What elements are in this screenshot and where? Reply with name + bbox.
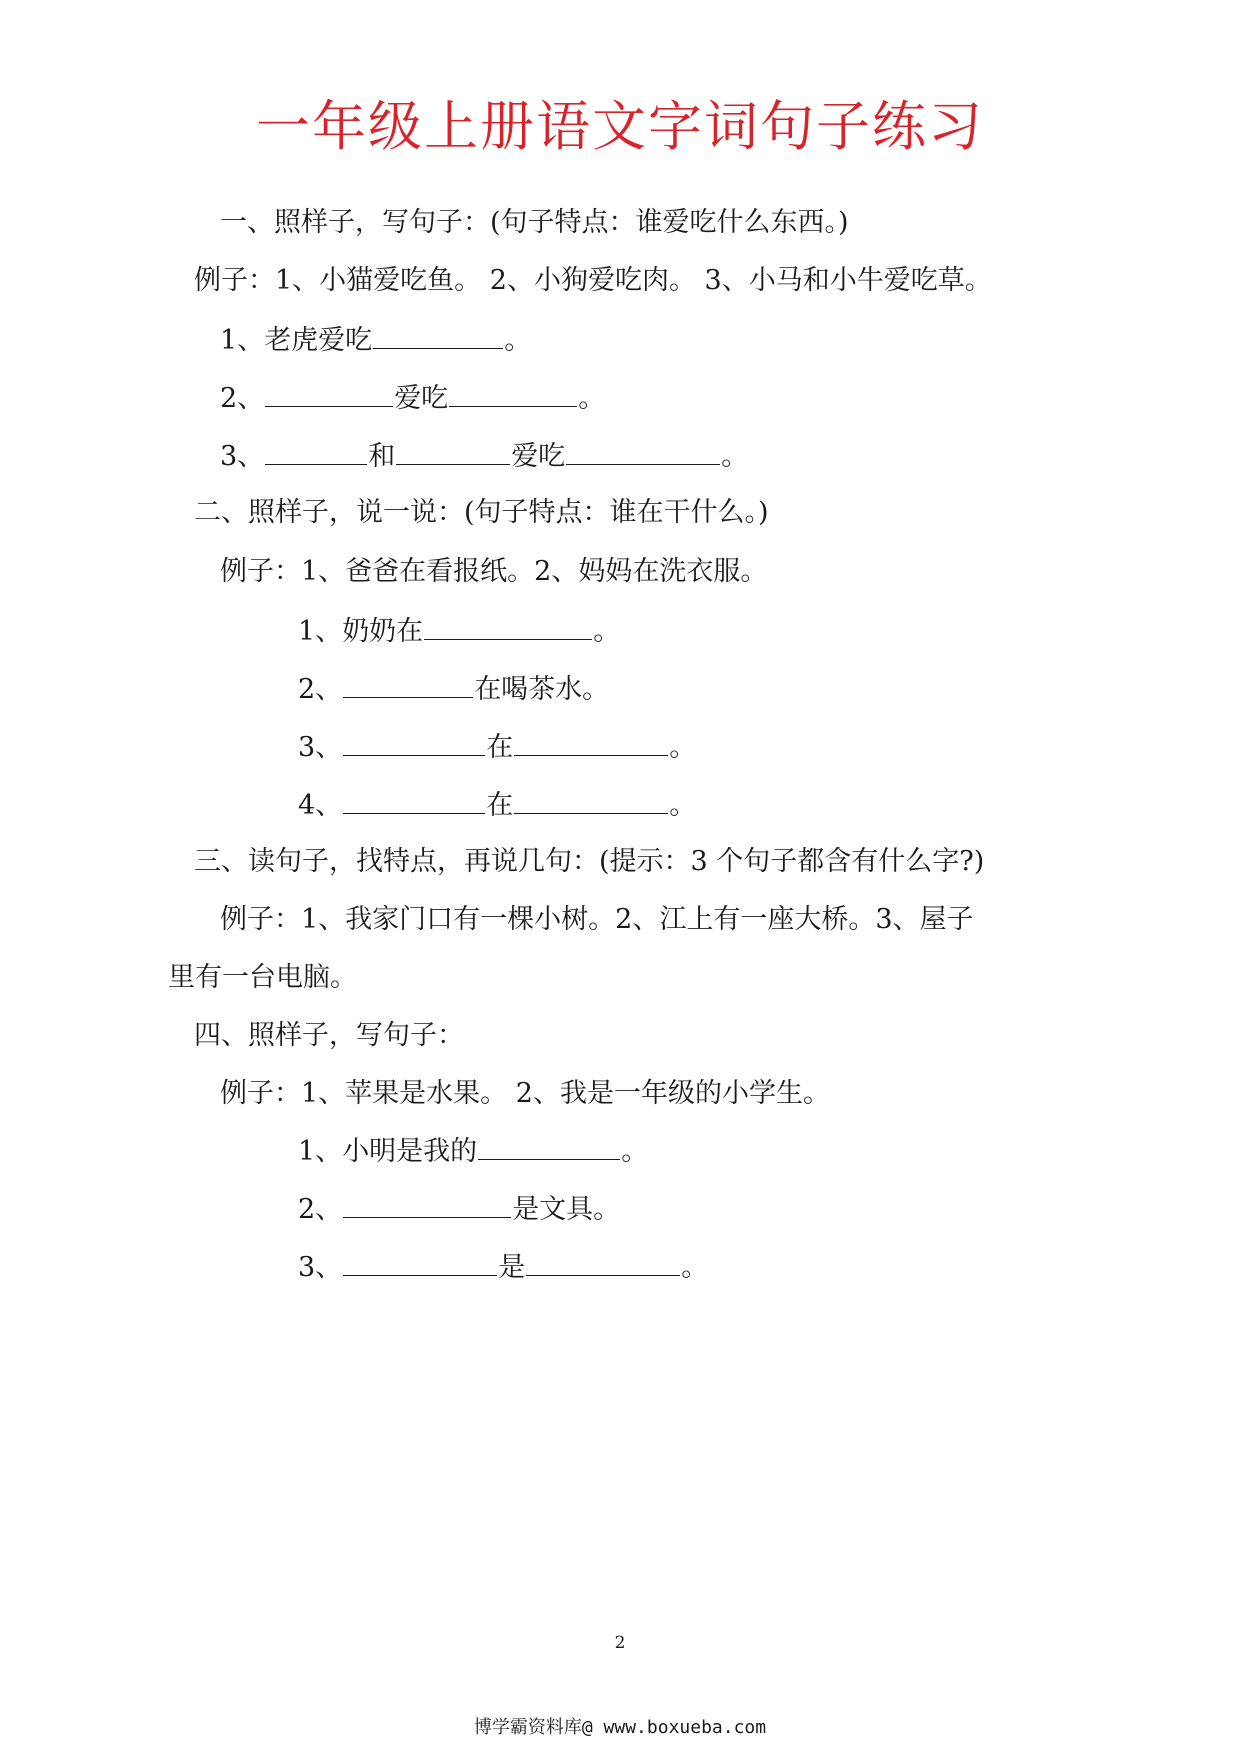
section-1-example: 例子：1、小猫爱吃鱼。 2、小狗爱吃肉。 3、小马和小牛爱吃草。 [194,265,992,296]
item-text: 小明是我的 [342,1136,478,1167]
item-text: 是文具。 [512,1194,621,1225]
section-1-item-1 [220,322,531,358]
section-1-item-2 [220,380,605,416]
item-number: 3、 [298,732,343,763]
item-end: 。 [504,325,532,356]
page-number: 2 [614,1633,626,1653]
section-4-heading: 四、照样子，写句子： [194,1020,464,1051]
item-number: 3、 [220,441,265,472]
section-3-example-line-2: 里有一台电脑。 [168,962,357,993]
section-2-heading: 二、照样子，说一说：(句子特点：谁在干什么。) [194,497,769,528]
section-3-heading: 三、读句子，找特点，再说几句：(提示：3 个句子都含有什么字?) [194,846,985,877]
answer-blank[interactable] [526,1249,680,1276]
answer-blank[interactable] [343,787,485,814]
item-end: 。 [721,441,749,472]
answer-blank[interactable] [343,671,473,698]
answer-blank[interactable] [478,1133,620,1160]
section-2-example: 例子：1、爸爸在看报纸。2、妈妈在洗衣服。 [220,556,768,587]
answer-blank[interactable] [343,1191,511,1218]
item-number: 1、 [220,325,265,356]
footer-watermark: 博学霸资料库@ www.boxueba.com [473,1717,767,1738]
item-number: 2、 [298,674,343,705]
section-4-example: 例子：1、苹果是水果。 2、我是一年级的小学生。 [220,1078,830,1109]
item-end: 。 [593,616,621,647]
answer-blank[interactable] [514,729,668,756]
answer-blank[interactable] [396,438,510,465]
item-end: 。 [681,1252,709,1283]
item-text: 在 [486,732,514,763]
item-number: 3、 [298,1252,343,1283]
item-number: 2、 [220,383,265,414]
item-end: 。 [669,732,697,763]
section-4-item-2 [298,1191,620,1227]
answer-blank[interactable] [566,438,720,465]
item-text: 奶奶在 [342,616,424,647]
item-text: 是 [498,1252,526,1283]
section-4-item-3 [298,1249,708,1285]
section-2-item-2 [298,671,609,707]
section-2-item-4 [298,787,696,823]
answer-blank[interactable] [265,438,367,465]
item-number: 1、 [298,616,343,647]
section-3-example-line-1: 例子：1、我家门口有一棵小树。2、江上有一座大桥。3、屋子 [220,904,974,935]
answer-blank[interactable] [343,1249,497,1276]
answer-blank[interactable] [424,613,592,640]
section-2-item-1 [298,613,620,649]
item-number: 4、 [298,790,343,821]
item-number: 1、 [298,1136,343,1167]
answer-blank[interactable] [449,380,577,407]
answer-blank[interactable] [343,729,485,756]
item-text: 在 [486,790,514,821]
item-end: 。 [669,790,697,821]
section-1-item-3 [220,438,748,474]
page-title: 一年级上册语文字词句子练习 [256,95,984,158]
answer-blank[interactable] [373,322,503,349]
item-text: 在喝茶水。 [474,674,610,705]
section-1-heading: 一、照样子，写句子：(句子特点：谁爱吃什么东西。) [220,207,849,238]
item-text: 和 [368,441,396,472]
item-text: 爱吃 [511,441,566,472]
answer-blank[interactable] [514,787,668,814]
item-text: 老虎爱吃 [264,325,373,356]
section-4-item-1 [298,1133,648,1169]
item-end: 。 [578,383,606,414]
section-2-item-3 [298,729,696,765]
item-text: 爱吃 [394,383,449,414]
item-number: 2、 [298,1194,343,1225]
item-end: 。 [621,1136,649,1167]
answer-blank[interactable] [265,380,393,407]
